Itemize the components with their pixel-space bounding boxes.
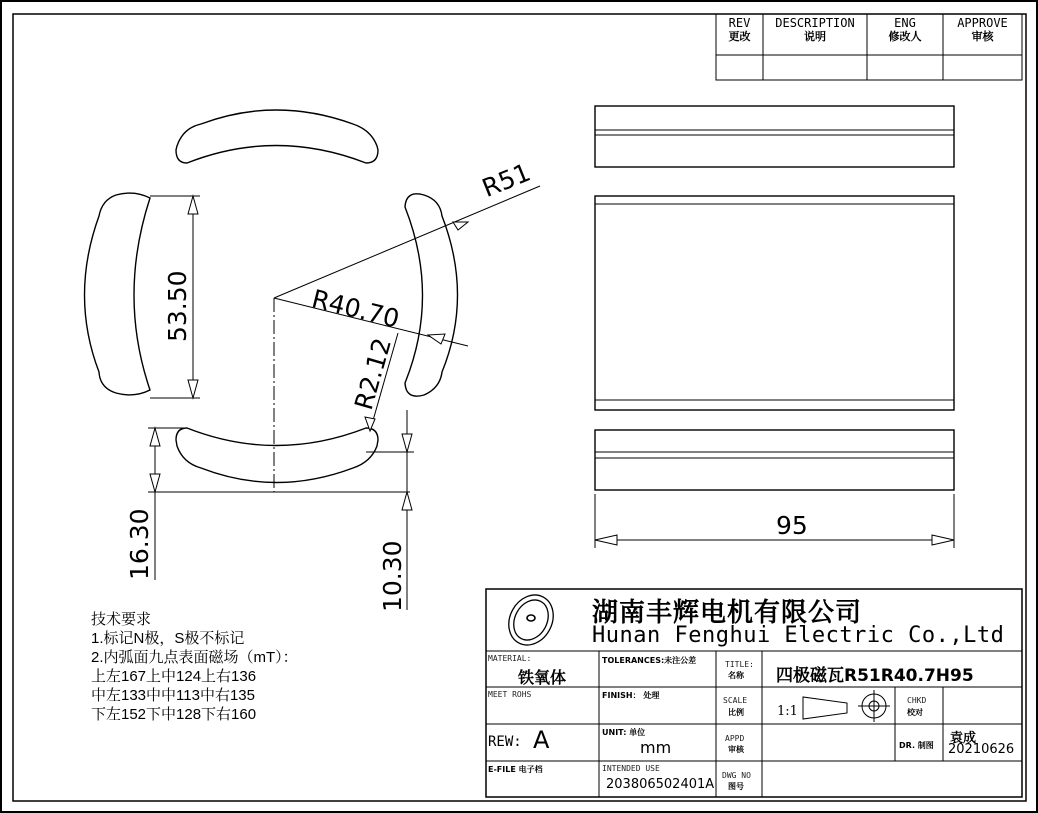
appd-label-cn: 审核 [728,745,744,754]
title-label-cn: 名称 [728,671,744,680]
approve-col-cn: 审核 [971,30,994,43]
title-label-en: TITLE: [725,660,754,669]
drawn-by-name: 袁成 [950,731,977,746]
magnet-arc-bottom [176,428,378,483]
material-label: MATERIAL: [488,654,532,663]
chkd-label-cn: 校对 [907,708,923,717]
dim-label-53-50: 53.50 [163,270,192,342]
dwg-no-label-en: DWG NO [722,771,751,780]
rev-label: REW: [488,734,522,750]
unit-label: UNIT: 单位 [602,728,646,737]
company-logo [500,587,561,653]
technical-notes [91,610,298,724]
tolerances-label: TOLERANCES:未注公差 [602,656,697,665]
notes-line-3: 上左167上中124上右136 [91,668,257,685]
efile-label: E-FILE 电子档 [488,765,543,774]
drawn-by-date: 20210626 [948,742,1015,757]
dim-95 [595,494,954,548]
approve-col-header [943,17,1022,43]
rev-col-header [716,17,763,43]
company-name-cn: 湖南丰辉电机有限公司 [592,598,863,628]
unit-value: mm [640,738,672,757]
notes-title: 技术要求 [91,611,152,628]
side-view-bottom [595,430,954,490]
projection-symbol [803,690,890,722]
dim-label-95: 95 [776,511,808,540]
rev-col-en: REV [728,16,751,30]
dim-label-r40: R40.70 [308,284,403,334]
title-value: 四极磁瓦R51R40.7H95 [776,666,974,686]
dim-label-r51: R51 [478,157,535,203]
eng-col-header [867,17,943,43]
rev-value: A [533,726,550,754]
meet-rohs-label: MEET ROHS [488,690,532,699]
dim-label-r2: R2.12 [349,334,398,413]
eng-col-cn: 修改人 [888,30,922,43]
description-col-header [763,17,867,43]
dim-16-30 [148,428,410,580]
magnet-arc-left [85,193,151,395]
appd-label-en: APPD [725,734,745,743]
rev-col-cn: 更改 [728,30,751,43]
notes-line-1: 1.标记N极，S极不标记 [91,630,245,647]
scale-value: 1:1 [777,704,798,719]
finish-label: FINISH： 处理 [602,691,660,700]
intended-use-value: 203806502401A [606,777,715,792]
dwg-no-label-cn: 图号 [728,782,744,791]
dim-label-16-30: 16.30 [125,508,154,580]
notes-line-5: 下左152下中128下右160 [91,706,257,723]
dim-label-10-30: 10.30 [378,540,407,612]
approve-col-en: APPROVE [957,16,1008,30]
eng-col-en: ENG [894,16,916,30]
drawn-by-label: DR. 制图 [899,741,934,750]
company-name-en: Hunan Fenghui Electric Co.,Ltd [592,623,1005,648]
leader-r51 [274,186,540,298]
description-col-cn: 说明 [804,30,826,43]
side-view-middle [595,196,954,410]
intended-use-label: INTENDED USE [602,764,660,773]
side-view-top [595,106,954,167]
notes-line-4: 中左133中中113中右135 [91,687,255,704]
magnet-arc-top [176,110,378,163]
scale-label-cn: 比例 [728,708,744,717]
material-value: 铁氧体 [518,668,567,687]
scale-label-en: SCALE [723,696,748,705]
chkd-label-en: CHKD [907,696,927,705]
notes-line-2: 2.内弧面九点表面磁场（mT）： [91,649,298,666]
description-col-en: DESCRIPTION [775,16,855,30]
